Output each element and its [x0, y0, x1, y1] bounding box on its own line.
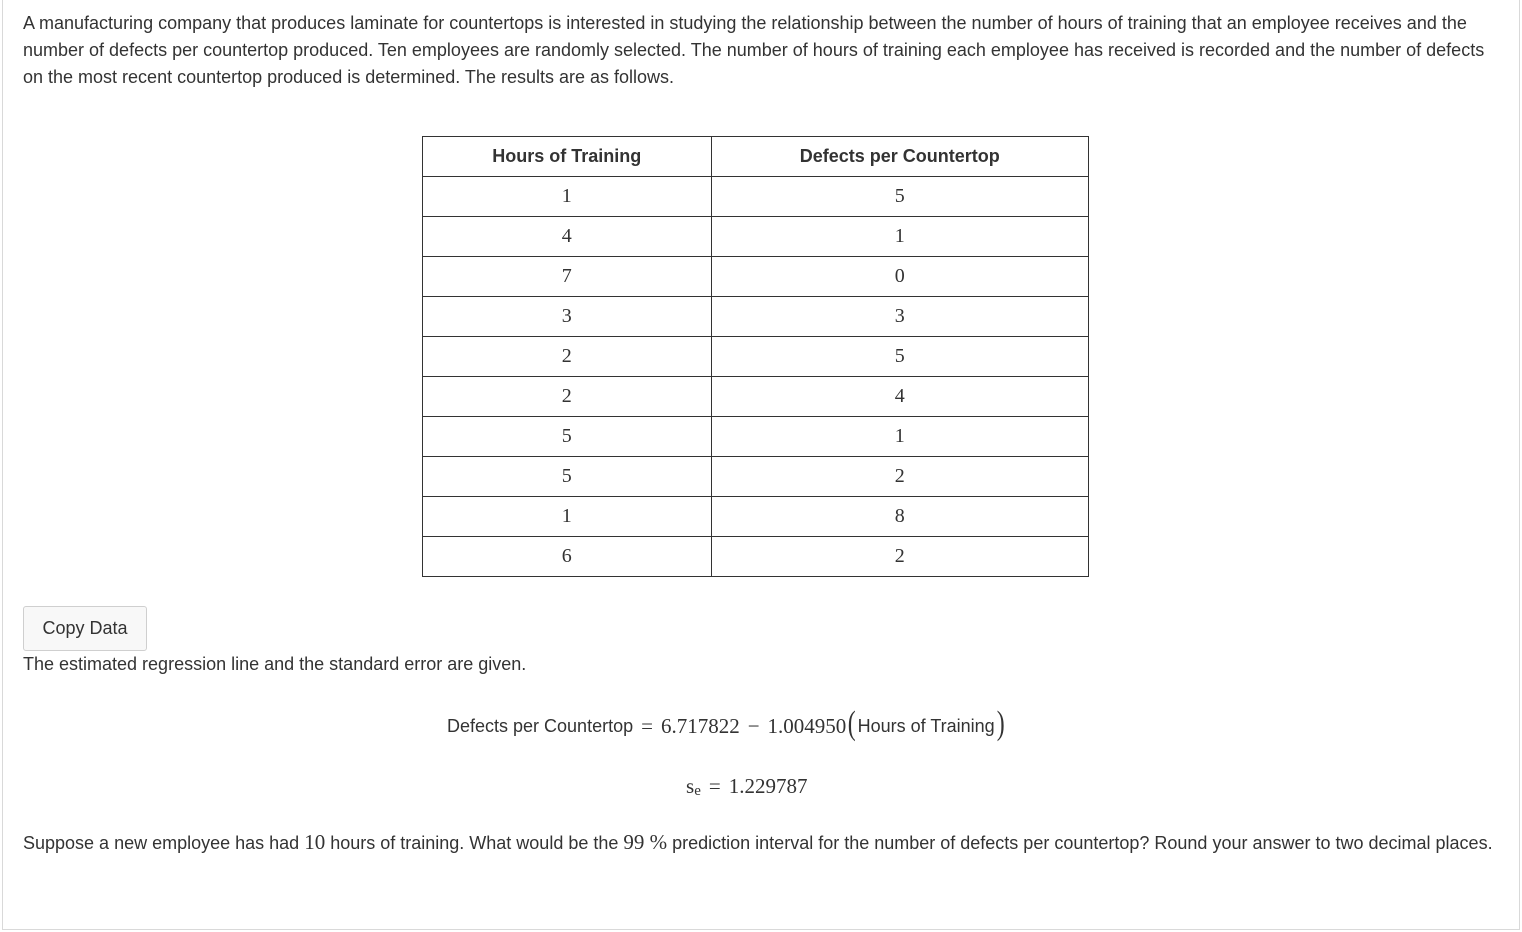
- question-text: [23, 828, 1493, 857]
- table-row: [423, 297, 1089, 337]
- table-row: [423, 417, 1089, 457]
- data-table: [422, 136, 1089, 577]
- left-paren: (: [847, 705, 856, 742]
- table-row: [423, 457, 1089, 497]
- table-row: [423, 177, 1089, 217]
- equation-minus: −: [747, 713, 760, 738]
- cell-hours: 5: [423, 457, 712, 497]
- table-row: [423, 497, 1089, 537]
- equation-variable: Hours of Training: [857, 715, 995, 736]
- se-value: 1.229787: [728, 774, 808, 798]
- regression-equation: [447, 704, 1006, 748]
- cell-hours: 6: [423, 537, 712, 577]
- cell-defects: 1: [711, 217, 1088, 257]
- table-row: [423, 217, 1089, 257]
- cell-defects: 2: [711, 457, 1088, 497]
- table-body: [423, 177, 1089, 577]
- question-part3: prediction interval for the number of defects per countertop? Round your answer to two decimal places.: [667, 833, 1493, 853]
- se-symbol: s: [686, 774, 695, 798]
- equation-lhs: Defects per Countertop: [447, 715, 634, 736]
- table-row: [423, 257, 1089, 297]
- header-defects: Defects per Countertop: [711, 137, 1088, 177]
- equation-equals: =: [641, 713, 653, 738]
- given-text: The estimated regression line and the standard error are given.: [23, 654, 527, 674]
- cell-defects: 1: [711, 417, 1088, 457]
- cell-defects: 5: [711, 337, 1088, 377]
- table-row: [423, 337, 1089, 377]
- cell-defects: 8: [711, 497, 1088, 537]
- se-equals: =: [708, 774, 721, 798]
- cell-hours: 4: [423, 217, 712, 257]
- header-hours: Hours of Training: [423, 137, 712, 177]
- cell-hours: 1: [423, 177, 712, 217]
- cell-hours: 5: [423, 417, 712, 457]
- cell-defects: 3: [711, 297, 1088, 337]
- cell-hours: 2: [423, 377, 712, 417]
- cell-defects: 4: [711, 377, 1088, 417]
- equation-intercept: 6.717822: [660, 713, 740, 738]
- standard-error: [686, 774, 807, 799]
- table-header-row: [423, 137, 1089, 177]
- cell-hours: 3: [423, 297, 712, 337]
- question-part1: Suppose a new employee has had: [23, 833, 305, 853]
- cell-defects: 5: [711, 177, 1088, 217]
- question-confidence: 99 %: [623, 830, 668, 854]
- cell-hours: 1: [423, 497, 712, 537]
- question-hours: 10: [304, 830, 326, 854]
- right-paren: ): [996, 705, 1005, 742]
- question-part2: hours of training. What would be the: [325, 833, 624, 853]
- table-row: [423, 377, 1089, 417]
- cell-hours: 7: [423, 257, 712, 297]
- copy-data-button[interactable]: Copy Data: [23, 606, 147, 651]
- cell-defects: 0: [711, 257, 1088, 297]
- table-row: [423, 537, 1089, 577]
- cell-hours: 2: [423, 337, 712, 377]
- intro-paragraph: A manufacturing company that produces laminate for countertops is interested in studying the relationship between the number of hours of training that an employee receives and the number of defects per countertop produced. Ten employees are randomly selected. The number of hours of training each employee has received is recorded and the number of defects on the most recent countertop produced is determined. The results are as follows.: [23, 13, 1485, 87]
- se-subscript: e: [694, 783, 701, 799]
- cell-defects: 2: [711, 537, 1088, 577]
- equation-slope: 1.004950: [767, 713, 847, 738]
